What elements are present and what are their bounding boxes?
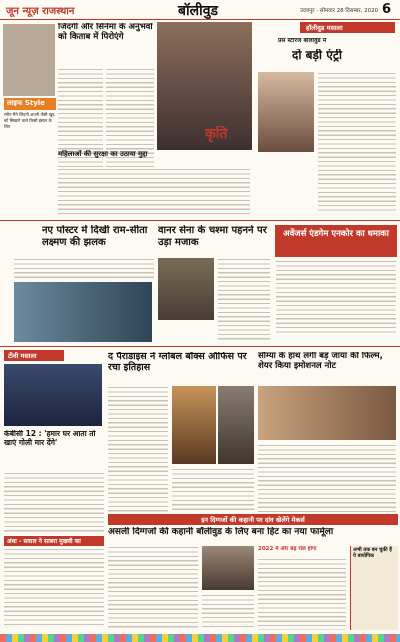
saumya-photo — [258, 386, 396, 440]
bottom-text — [108, 546, 198, 630]
hanuman-text — [218, 258, 270, 342]
saumya-text — [258, 444, 396, 512]
section-divider-2 — [0, 346, 400, 347]
paradise-still — [218, 386, 254, 464]
bottom-headline: असली दिग्गजों की कहानी बॉलीवुड के लिए बना हिट का नया फार्मूला — [108, 527, 334, 537]
section-title: बॉलीवुड — [178, 3, 219, 19]
masala-headline: दो बड़ी एंट्री — [292, 49, 343, 62]
ramayana-poster — [14, 282, 152, 342]
lower-left-text — [4, 548, 104, 628]
bottom-photo — [202, 546, 254, 590]
bottom-strap: इन दिग्गजों की कहानी पर दांव खेलेंगे मेकर्स — [108, 514, 398, 525]
kriti-deck: महिलाओं की सुरक्षा का उठाया मुद्दा — [58, 150, 148, 158]
masala-kicker: प्रेस स्टोरेज बॉलीवुड में — [278, 38, 327, 44]
masala-photo — [258, 72, 314, 152]
story1-headline: जिंदगी और सिनेमा के अनुभवों को किताब में पिरोएंगे — [58, 23, 153, 42]
hanuman-headline: वानर सेना के चश्मा पहनने पर उड़ा मजाक — [158, 225, 267, 248]
masala-text — [318, 72, 396, 212]
saumya-headline: सौम्या के हाथ लगी बड़ जाया की फिल्म, शेयर किया इमोशनल नोट — [258, 352, 383, 371]
paradise-headline: द पैराडाइस ने ग्लोबल बॉक्स ऑफिस पर रचा इतिहास — [108, 352, 247, 373]
kbc-text — [4, 472, 104, 532]
paradise-text-2 — [172, 468, 254, 512]
newspaper-brand: जून न्यूज़ राजस्थान — [6, 6, 75, 17]
kbc-headline: केबीसी 12 : 'हमार घर आता तो खाएं गोली मार देंगे' — [4, 430, 96, 447]
ramayana-headline: नए पोस्टर में दिखी राम-सीता लक्ष्मण की झलक — [42, 225, 148, 248]
color-bar — [0, 634, 400, 642]
kriti-text — [58, 168, 250, 216]
kriti-name: कृति — [205, 126, 228, 142]
tv-masala-tag: टीवी मसाला — [4, 350, 64, 361]
lifestyle-tag: लाइफ Style — [4, 98, 56, 110]
author-photo — [3, 24, 55, 96]
biopic-sidebar-title: अभी तक बन चुकी हैं ये बायोपिक — [353, 547, 392, 559]
page-number: 6 — [382, 2, 392, 17]
issue-date: उदयपुर · सोमवार 28 दिसम्बर, 2020 — [300, 8, 379, 14]
bottom-box-text — [258, 558, 346, 630]
avengers-text — [276, 260, 396, 336]
paradise-text — [108, 386, 168, 512]
hollywood-masala-tag: हॉलीवुड मसाला — [300, 22, 395, 33]
page-header — [0, 0, 400, 20]
hanuman-poster — [158, 258, 214, 320]
ramayana-text — [14, 258, 154, 278]
story1-caption: रंगीन मैंने जिंदगी अपनी जैसी खुद को सिखाने वाले किसी इंसान के लिए — [4, 112, 55, 129]
avengers-headline: अवेंजर्स एंडगेम एनकोर का धमाका — [275, 225, 397, 257]
kbc-photo — [4, 364, 102, 426]
lower-left-headline: अंधा - सवाल ने साबरा मुखवी का — [4, 536, 104, 546]
paradise-poster — [172, 386, 216, 464]
bottom-text-2 — [202, 594, 254, 630]
section-divider — [0, 220, 400, 221]
bottom-box-title: 2022 में और बढ़ रोल होगा — [258, 546, 317, 552]
biopic-sidebar — [350, 546, 398, 630]
